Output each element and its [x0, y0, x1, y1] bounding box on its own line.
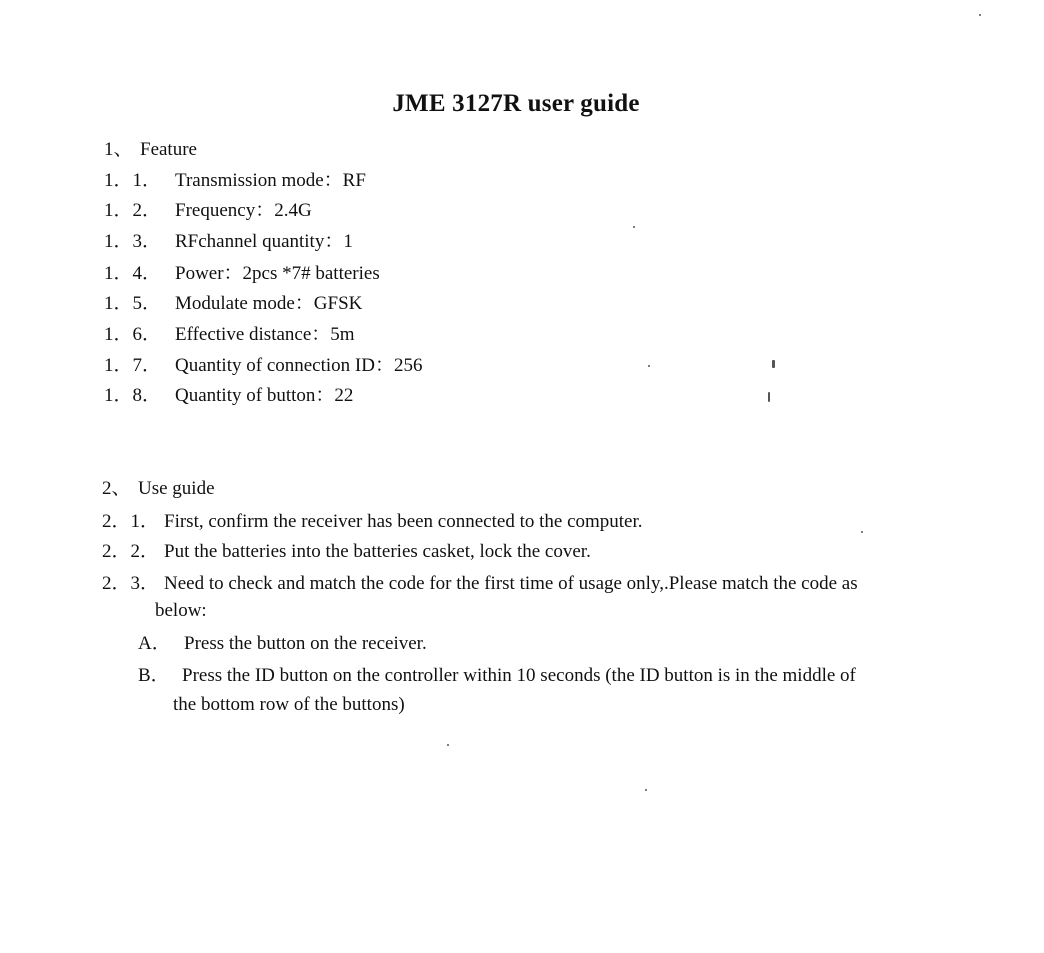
sub-item-text-continuation: the bottom row of the buttons): [173, 694, 405, 715]
scan-speck: [633, 226, 635, 228]
page-title: JME 3127R user guide: [392, 90, 640, 117]
scan-speck: [648, 365, 650, 367]
section-title: Feature: [140, 139, 197, 160]
item-text: Frequency：2.4G: [175, 200, 312, 221]
item-number: 1．8．: [104, 385, 162, 406]
item-number: 2．2．: [102, 541, 160, 562]
item-number: 2．3．: [102, 573, 160, 594]
item-text: Need to check and match the code for the first time of usage only,.Please match the code as: [164, 573, 858, 594]
sub-item-text: Press the ID button on the controller within 10 seconds (the ID button is in the middle of: [182, 665, 856, 686]
item-text: Quantity of button：22: [175, 385, 354, 406]
item-text: Transmission mode：RF: [175, 170, 366, 191]
item-number: 1．1．: [104, 170, 162, 191]
sub-item-text: Press the button on the receiver.: [184, 633, 427, 654]
item-number: 1．4．: [104, 263, 162, 284]
section-title: Use guide: [138, 478, 215, 499]
scan-speck: [447, 744, 449, 746]
item-text: Power：2pcs *7# batteries: [175, 263, 380, 284]
scan-speck: [645, 789, 647, 791]
item-text: Modulate mode：GFSK: [175, 293, 363, 314]
scan-speck: [979, 14, 981, 16]
section-number: 2、: [102, 478, 131, 499]
item-text: Put the batteries into the batteries casket, lock the cover.: [164, 541, 591, 562]
item-text: Effective distance：5m: [175, 324, 355, 345]
item-text-continuation: below:: [155, 600, 207, 621]
item-number: 1．7．: [104, 355, 162, 376]
scan-speck: [861, 531, 863, 533]
sub-item-letter: B．: [138, 665, 170, 686]
item-number: 1．2．: [104, 200, 162, 221]
item-number: 1．3．: [104, 231, 162, 252]
sub-item-letter: A．: [138, 633, 171, 654]
item-number: 2．1．: [102, 511, 160, 532]
item-number: 1．6．: [104, 324, 162, 345]
item-text: RFchannel quantity：1: [175, 231, 353, 252]
item-text: Quantity of connection ID：256: [175, 355, 423, 376]
scan-speck: [768, 392, 770, 402]
item-text: First, confirm the receiver has been connected to the computer.: [164, 511, 643, 532]
section-number: 1、: [104, 139, 133, 160]
item-number: 1．5．: [104, 293, 162, 314]
scan-speck: [772, 360, 775, 368]
